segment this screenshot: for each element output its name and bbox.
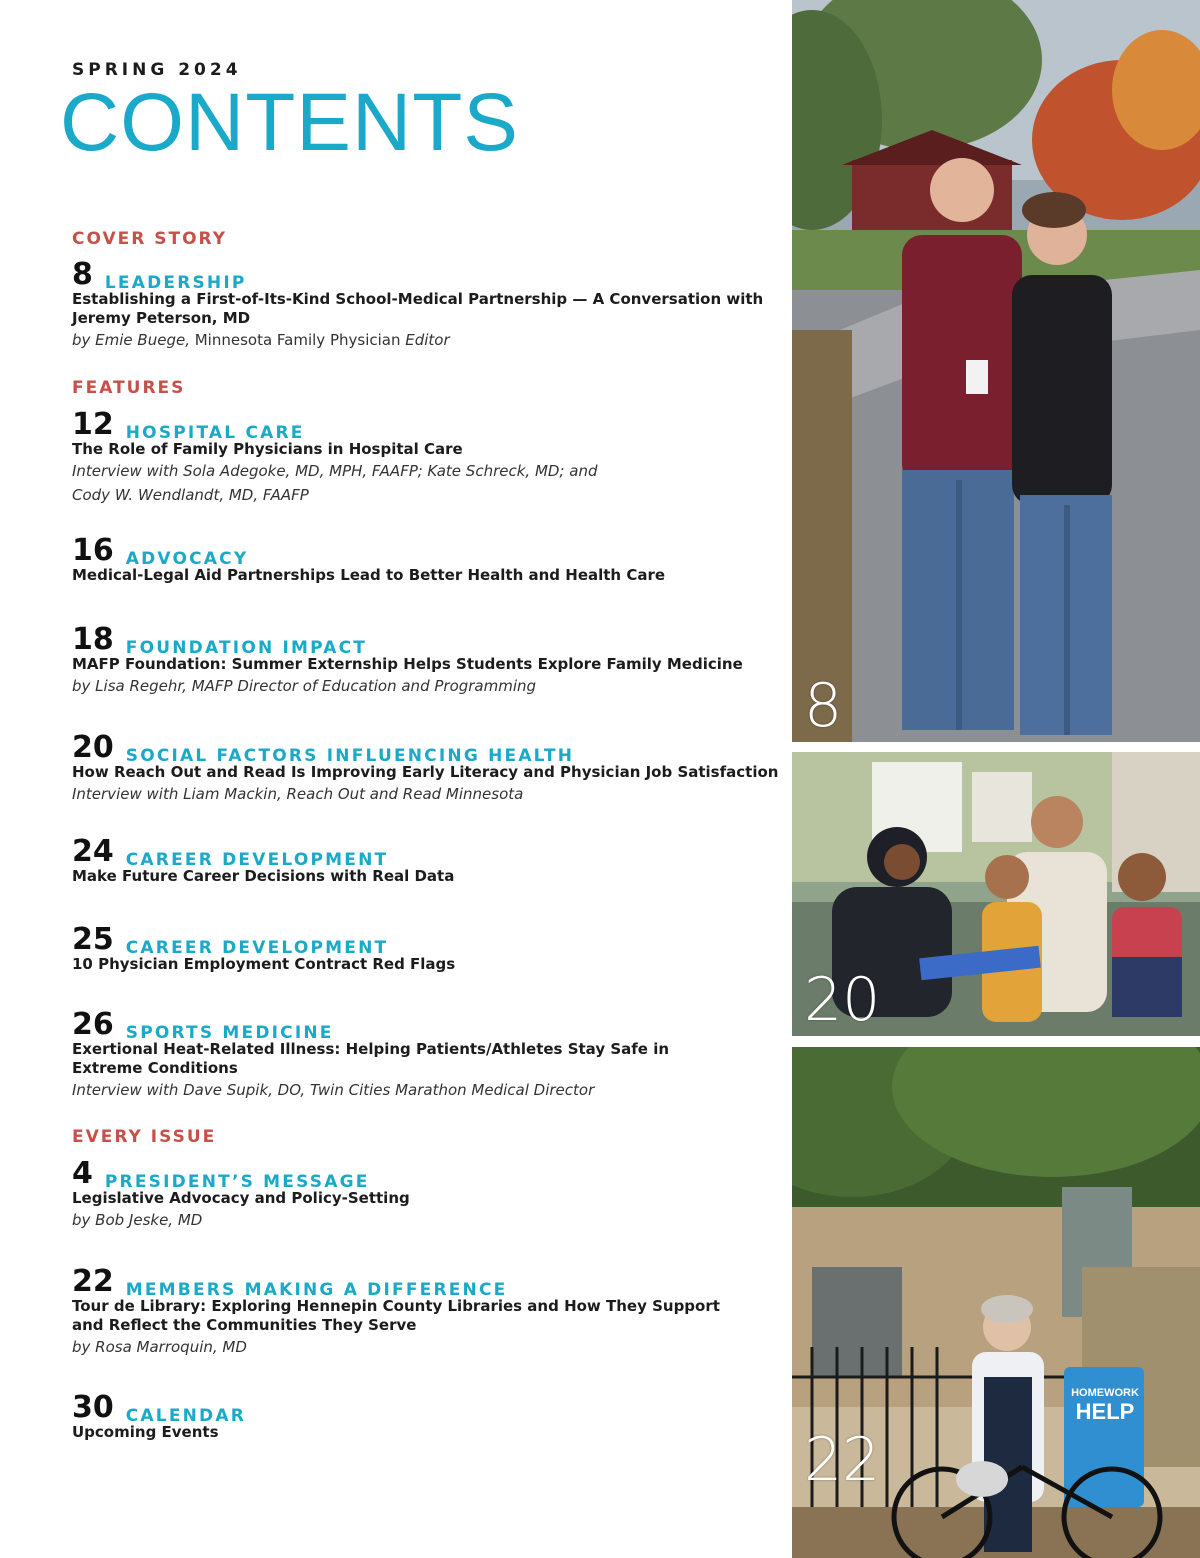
article-title: Tour de Library: Exploring Hennepin County Libraries and How They Support and Reflect the Communities They Serve: [72, 1297, 720, 1334]
section-heading-features: FEATURES: [72, 378, 186, 398]
category-label: HOSPITAL CARE: [125, 423, 305, 443]
page-number: 8: [72, 257, 93, 292]
byline: by Rosa Marroquin, MD: [72, 1338, 247, 1356]
category-label: SOCIAL FACTORS INFLUENCING HEALTH: [125, 746, 575, 766]
season-label: SPRING 2024: [72, 60, 242, 80]
toc-entry-sports-medicine[interactable]: [72, 1008, 702, 1102]
page-number: 4: [72, 1156, 93, 1191]
category-label: CAREER DEVELOPMENT: [125, 850, 389, 870]
article-title: Legislative Advocacy and Policy-Setting: [72, 1189, 410, 1207]
category-label: CALENDAR: [125, 1406, 247, 1426]
photo-members: [792, 1047, 1200, 1558]
sign-line-1: HOMEWORK: [1071, 1387, 1139, 1399]
toc-entry-career-development-24[interactable]: [72, 835, 772, 886]
page-number: 25: [72, 922, 114, 957]
photo-page-label: 8: [804, 671, 843, 741]
article-title: Establishing a First-of-Its-Kind School-Medical Partnership — A Conversation with Jeremy Peterson, MD: [72, 290, 764, 327]
article-title: Make Future Career Decisions with Real Data: [72, 867, 455, 885]
page-number: 18: [72, 622, 114, 657]
category-label: ADVOCACY: [125, 549, 249, 569]
page-number: 16: [72, 533, 114, 568]
page-title: CONTENTS: [60, 77, 519, 168]
toc-entry-leadership[interactable]: [72, 258, 772, 352]
article-title: Exertional Heat-Related Illness: Helping Patients/Athletes Stay Safe in Extreme Conditions: [72, 1040, 670, 1077]
photo-social-factors: [792, 752, 1200, 1036]
toc-entry-foundation-impact[interactable]: [72, 623, 772, 698]
category-label: SPORTS MEDICINE: [125, 1023, 334, 1043]
category-label: FOUNDATION IMPACT: [125, 638, 368, 658]
page-number: 26: [72, 1007, 114, 1042]
article-title: How Reach Out and Read Is Improving Early Literacy and Physician Job Satisfaction: [72, 763, 779, 781]
byline: Interview with Dave Supik, DO, Twin Cities Marathon Medical Director: [72, 1081, 595, 1099]
page-number: 12: [72, 407, 114, 442]
photo-page-label: 22: [804, 1425, 881, 1495]
category-label: LEADERSHIP: [104, 273, 247, 293]
photo-page-label: 20: [804, 965, 881, 1035]
toc-entry-calendar[interactable]: [72, 1391, 772, 1442]
category-label: MEMBERS MAKING A DIFFERENCE: [125, 1280, 508, 1300]
toc-entry-advocacy[interactable]: [72, 534, 772, 585]
homework-help-sign: [1070, 1387, 1140, 1425]
toc-entry-hospital-care[interactable]: [72, 408, 772, 507]
byline: Cody W. Wendlandt, MD, FAAFP: [72, 486, 309, 504]
page-number: 20: [72, 730, 114, 765]
toc-entry-social-factors[interactable]: [72, 731, 792, 806]
page-number: 30: [72, 1390, 114, 1425]
article-title: 10 Physician Employment Contract Red Flags: [72, 955, 456, 973]
section-heading-every-issue: EVERY ISSUE: [72, 1127, 217, 1147]
byline: by Emie Buege, Minnesota Family Physician Editor: [72, 331, 450, 349]
article-title: Upcoming Events: [72, 1423, 219, 1441]
toc-entry-career-development-25[interactable]: [72, 923, 772, 974]
toc-entry-presidents-message[interactable]: [72, 1157, 772, 1232]
category-label: PRESIDENT’S MESSAGE: [104, 1172, 370, 1192]
page-number: 24: [72, 834, 114, 869]
category-label: CAREER DEVELOPMENT: [125, 938, 389, 958]
byline: by Bob Jeske, MD: [72, 1211, 203, 1229]
article-title: The Role of Family Physicians in Hospital Care: [72, 440, 463, 458]
page-number: 22: [72, 1264, 114, 1299]
article-title: Medical-Legal Aid Partnerships Lead to Better Health and Health Care: [72, 566, 666, 584]
byline: Interview with Sola Adegoke, MD, MPH, FAAFP; Kate Schreck, MD; and: [72, 462, 598, 480]
section-heading-cover-story: COVER STORY: [72, 229, 228, 249]
byline: by Lisa Regehr, MAFP Director of Education and Programming: [72, 677, 537, 695]
photo-cover-story: [792, 0, 1200, 742]
toc-entry-members-making-a-difference[interactable]: [72, 1265, 752, 1359]
byline: Interview with Liam Mackin, Reach Out and Read Minnesota: [72, 785, 524, 803]
sign-line-2: HELP: [1075, 1399, 1135, 1424]
article-title: MAFP Foundation: Summer Externship Helps Students Explore Family Medicine: [72, 655, 743, 673]
